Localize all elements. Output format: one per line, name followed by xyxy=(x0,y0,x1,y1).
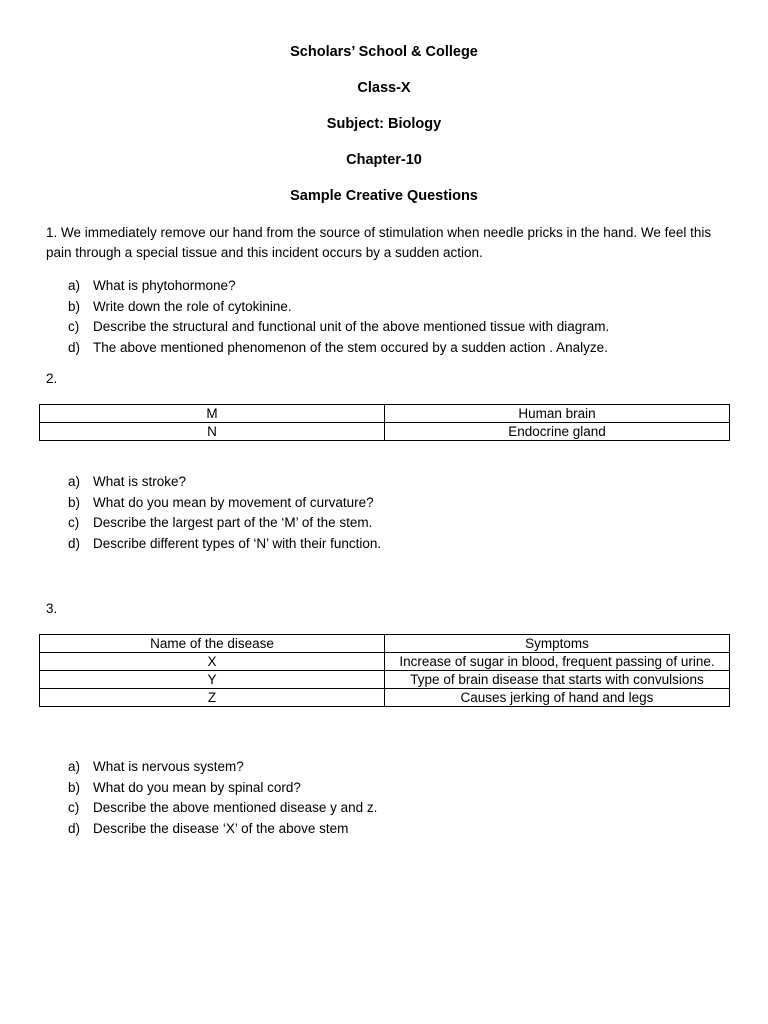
item-text: Describe different types of ‘N’ with their function. xyxy=(93,535,382,551)
question-3-items xyxy=(68,757,728,839)
item-text: What is nervous system? xyxy=(93,759,244,774)
question-1-text: We immediately remove our hand from the source of stimulation when needle pricks in the hand. We feel this pain through a special tissue and this incident occurs by a sudden action. xyxy=(46,225,712,260)
item-text: Write down the role of cytokinine. xyxy=(93,298,292,314)
item-letter: b) xyxy=(68,779,81,795)
list-item xyxy=(68,819,728,840)
table-cell: Increase of sugar in blood, frequent passing of urine. xyxy=(385,653,730,671)
question-3-table xyxy=(39,634,730,707)
list-item xyxy=(68,472,728,493)
class-label: Class-X xyxy=(357,80,411,96)
list-item xyxy=(68,493,728,514)
item-text: What do you mean by spinal cord? xyxy=(93,779,301,795)
item-text: Describe the structural and functional unit of the above mentioned tissue with diagram. xyxy=(93,319,610,335)
subject-label: Subject: Biology xyxy=(326,116,442,132)
item-letter: b) xyxy=(68,298,81,314)
table-row xyxy=(40,423,730,441)
item-letter: a) xyxy=(68,278,81,293)
list-item xyxy=(68,276,728,297)
table-cell: Z xyxy=(40,689,385,707)
item-text: Describe the above mentioned disease y and z. xyxy=(93,800,378,816)
item-letter: a) xyxy=(68,474,81,489)
list-item xyxy=(68,534,728,555)
item-letter: c) xyxy=(68,319,80,335)
question-2-table xyxy=(39,404,730,441)
item-text: What do you mean by movement of curvature? xyxy=(93,494,374,510)
school-name: Scholars’ School & College xyxy=(290,44,478,60)
item-text: Describe the largest part of the ‘M’ of the stem. xyxy=(93,515,373,531)
table-row xyxy=(40,689,730,707)
question-2-number: 2. xyxy=(46,371,58,386)
list-item xyxy=(68,338,728,359)
item-text: The above mentioned phenomenon of the stem occured by a sudden action . Analyze. xyxy=(93,339,608,355)
question-1-items xyxy=(68,276,728,358)
list-item xyxy=(68,297,728,318)
table-row xyxy=(40,405,730,423)
question-1-number: 1. xyxy=(46,225,58,240)
list-item xyxy=(68,757,728,778)
list-item xyxy=(68,513,728,534)
list-item xyxy=(68,317,728,338)
table-header-cell: Name of the disease xyxy=(40,635,385,653)
table-row xyxy=(40,653,730,671)
table-cell: M xyxy=(40,405,385,423)
chapter-label: Chapter-10 xyxy=(346,152,422,168)
question-2-items xyxy=(68,472,728,554)
list-item xyxy=(68,778,728,799)
item-letter: d) xyxy=(68,535,81,551)
question-3-number: 3. xyxy=(46,601,58,616)
table-cell: Human brain xyxy=(385,405,730,423)
item-letter: d) xyxy=(68,820,81,836)
item-letter: c) xyxy=(68,515,80,531)
question-1-stem xyxy=(46,223,726,263)
table-header-row xyxy=(40,635,730,653)
list-item xyxy=(68,798,728,819)
table-row xyxy=(40,671,730,689)
table-cell: N xyxy=(40,423,385,441)
document-title: Sample Creative Questions xyxy=(290,188,478,204)
item-letter: b) xyxy=(68,494,81,510)
item-letter: c) xyxy=(68,800,80,816)
table-cell: Causes jerking of hand and legs xyxy=(385,689,730,707)
table-cell: X xyxy=(40,653,385,671)
item-text: What is phytohormone? xyxy=(93,278,236,293)
table-cell: Endocrine gland xyxy=(385,423,730,441)
table-cell: Y xyxy=(40,671,385,689)
item-text: What is stroke? xyxy=(93,474,187,489)
item-letter: a) xyxy=(68,759,81,774)
item-text: Describe the disease ‘X’ of the above stem xyxy=(93,820,349,836)
item-letter: d) xyxy=(68,339,81,355)
table-cell: Type of brain disease that starts with convulsions xyxy=(385,671,730,689)
table-header-cell: Symptoms xyxy=(385,635,730,653)
